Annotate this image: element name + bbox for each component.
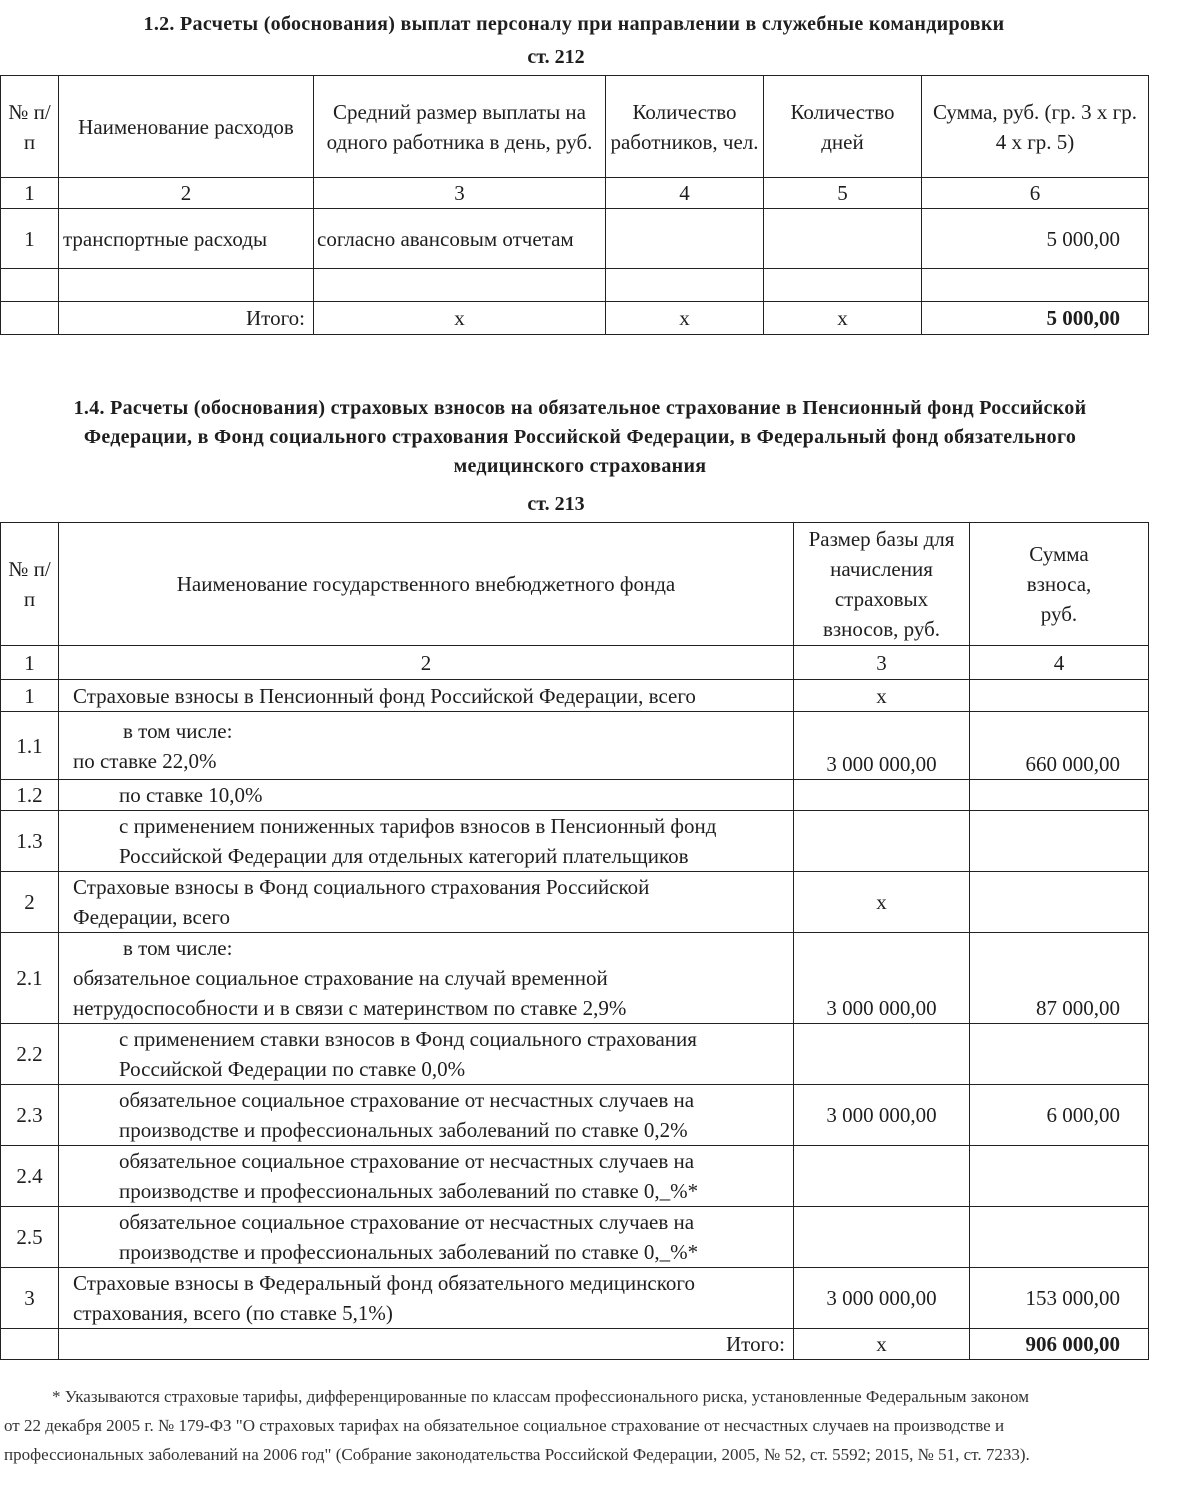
row-base: 3 000 000,00 [794, 1085, 970, 1146]
col-number: 6 [922, 178, 1149, 209]
table-row [1, 712, 1149, 780]
col-number: 4 [606, 178, 764, 209]
table-row [1, 1146, 1149, 1207]
section-14-title-line: Федерации, в Фонд социального страхования Российской Федерации, в Федеральный фонд обязательного [83, 426, 1077, 448]
row-name-line: обязательное социальное страхование от несчастных случаев на [119, 1149, 695, 1173]
col-number: 3 [314, 178, 606, 209]
row-sum: 6 000,00 [970, 1085, 1149, 1146]
row-num: 3 [1, 1268, 59, 1329]
total-sum: 5 000,00 [922, 302, 1149, 335]
row-name-line: обязательное социальное страхование от несчастных случаев на [119, 1210, 695, 1234]
row-name-line: нетрудоспособности и в связи с материнством по ставке 2,9% [73, 996, 627, 1020]
row-name [59, 712, 794, 780]
row-sum [970, 780, 1149, 811]
row-name-line: производстве и профессиональных заболеваний по ставке 0,_%* [119, 1179, 699, 1203]
row-name-line: Страховые взносы в Фонд социального страхования Российской [73, 875, 650, 899]
col-number: 5 [764, 178, 922, 209]
total-label: Итого: [59, 302, 314, 335]
table-row-empty [1, 269, 1149, 302]
header-name: Наименование расходов [59, 76, 314, 178]
row-name-line: Страховые взносы в Федеральный фонд обязательного медицинского [73, 1271, 695, 1295]
row-sum [970, 811, 1149, 872]
total-base: х [794, 1329, 970, 1360]
col-number: 1 [1, 178, 59, 209]
row-name-line: обязательное социальное страхование на случай временной [73, 966, 608, 990]
row-base: х [794, 872, 970, 933]
footnote-line: от 22 декабря 2005 г. № 179-ФЗ "О страховых тарифах на обязательное социальное страхование от несчастных случаев на производстве и [4, 1416, 1005, 1435]
row-name-line: с применением ставки взносов в Фонд социального страхования [119, 1027, 697, 1051]
table-row [1, 872, 1149, 933]
row-sum [970, 1207, 1149, 1268]
total-workers: х [606, 302, 764, 335]
row-sum [970, 1146, 1149, 1207]
section-12-article: ст. 212 [527, 46, 585, 68]
row-num: 1 [1, 680, 59, 712]
footnote-line: профессиональных заболеваний на 2006 год" (Собрание законодательства Российской Федерации, 2005, № 52, ст. 5592; 2015, № 51, ст. 7233). [4, 1445, 1030, 1464]
row-sum: 660 000,00 [970, 712, 1149, 780]
table-row [1, 1207, 1149, 1268]
row-name: Страховые взносы в Пенсионный фонд Российской Федерации, всего [59, 680, 794, 712]
row-name-line: Федерации, всего [73, 905, 230, 929]
row-workers [606, 209, 764, 269]
row-base: х [794, 680, 970, 712]
row-base: 3 000 000,00 [794, 712, 970, 780]
row-base [794, 1024, 970, 1085]
col-number: 4 [970, 646, 1149, 680]
section-14-title-line: медицинского страхования [453, 455, 707, 477]
header-num: № п/п [1, 523, 59, 646]
total-row [1, 1329, 1149, 1360]
footnote-line: * Указываются страховые тарифы, дифференцированные по классам профессионального риска, установленные Федеральным законом [52, 1387, 1029, 1406]
row-sum [970, 680, 1149, 712]
row-base: 3 000 000,00 [794, 1268, 970, 1329]
total-label: Итого: [59, 1329, 794, 1360]
row-avg: согласно авансовым отчетам [314, 209, 606, 269]
row-name [59, 811, 794, 872]
row-sum: 87 000,00 [970, 933, 1149, 1024]
row-name-line: производстве и профессиональных заболеваний по ставке 0,2% [119, 1118, 688, 1142]
row-sum [970, 872, 1149, 933]
col-number: 1 [1, 646, 59, 680]
row-name [59, 1024, 794, 1085]
row-name: по ставке 10,0% [59, 780, 794, 811]
row-num: 2.2 [1, 1024, 59, 1085]
row-num: 1 [1, 209, 59, 269]
row-sum [970, 1024, 1149, 1085]
row-name-line: в том числе: [123, 936, 233, 960]
row-base [794, 811, 970, 872]
header-num: № п/п [1, 76, 59, 178]
section-14-title-line: 1.4. Расчеты (обоснования) страховых взносов на обязательное страхование в Пенсионный фонд Российской [73, 397, 1087, 419]
row-base: 3 000 000,00 [794, 933, 970, 1024]
row-name-line: производстве и профессиональных заболеваний по ставке 0,_%* [119, 1240, 699, 1264]
row-name-line: с применением пониженных тарифов взносов в Пенсионный фонд [119, 814, 717, 838]
row-name-line: Российской Федерации по ставке 0,0% [119, 1057, 466, 1081]
header-avg-payment: Средний размер выплаты на одного работника в день, руб. [314, 76, 606, 178]
row-name-line: Российской Федерации для отдельных категорий плательщиков [119, 844, 689, 868]
row-sum: 5 000,00 [922, 209, 1149, 269]
row-name [59, 1268, 794, 1329]
footnote [4, 1382, 1144, 1469]
total-row [1, 302, 1149, 335]
travel-expenses-table [0, 75, 1149, 335]
row-num: 1.1 [1, 712, 59, 780]
row-name [59, 1085, 794, 1146]
row-name [59, 933, 794, 1024]
insurance-contributions-table [0, 522, 1149, 1360]
row-base [794, 1207, 970, 1268]
row-name-line: страхования, всего (по ставке 5,1%) [73, 1301, 393, 1325]
total-avg: х [314, 302, 606, 335]
table-row [1, 1085, 1149, 1146]
row-num: 2.1 [1, 933, 59, 1024]
row-base [794, 780, 970, 811]
table-row [1, 1024, 1149, 1085]
section-14-title [0, 394, 1160, 481]
row-days [764, 209, 922, 269]
row-num: 1.2 [1, 780, 59, 811]
row-num: 2 [1, 872, 59, 933]
section-12-title: 1.2. Расчеты (обоснования) выплат персоналу при направлении в служебные командировки [143, 13, 1005, 35]
header-days: Количество дней [764, 76, 922, 178]
row-num: 1.3 [1, 811, 59, 872]
total-days: х [764, 302, 922, 335]
col-number: 2 [59, 646, 794, 680]
col-number: 3 [794, 646, 970, 680]
header-sum: Сумма, руб. (гр. 3 х гр. 4 х гр. 5) [922, 76, 1149, 178]
row-name [59, 872, 794, 933]
header-base: Размер базы для начисления страховых взносов, руб. [794, 523, 970, 646]
col-number: 2 [59, 178, 314, 209]
table-row [1, 1268, 1149, 1329]
table-row [1, 209, 1149, 269]
table-row [1, 933, 1149, 1024]
row-num: 2.4 [1, 1146, 59, 1207]
row-name: транспортные расходы [59, 209, 314, 269]
table-row [1, 780, 1149, 811]
row-name-line: обязательное социальное страхование от несчастных случаев на [119, 1088, 695, 1112]
table-row [1, 680, 1149, 712]
header-contribution: Сумма взноса, руб. [970, 523, 1149, 646]
section-14-article: ст. 213 [527, 493, 585, 515]
row-base [794, 1146, 970, 1207]
total-sum: 906 000,00 [970, 1329, 1149, 1360]
header-fund-name: Наименование государственного внебюджетного фонда [59, 523, 794, 646]
row-num: 2.5 [1, 1207, 59, 1268]
row-name [59, 1146, 794, 1207]
row-sum: 153 000,00 [970, 1268, 1149, 1329]
table-row [1, 811, 1149, 872]
row-name-line: в том числе: [123, 718, 233, 743]
header-workers: Количество работников, чел. [606, 76, 764, 178]
row-name [59, 1207, 794, 1268]
row-num: 2.3 [1, 1085, 59, 1146]
row-name-line: по ставке 22,0% [73, 748, 217, 773]
